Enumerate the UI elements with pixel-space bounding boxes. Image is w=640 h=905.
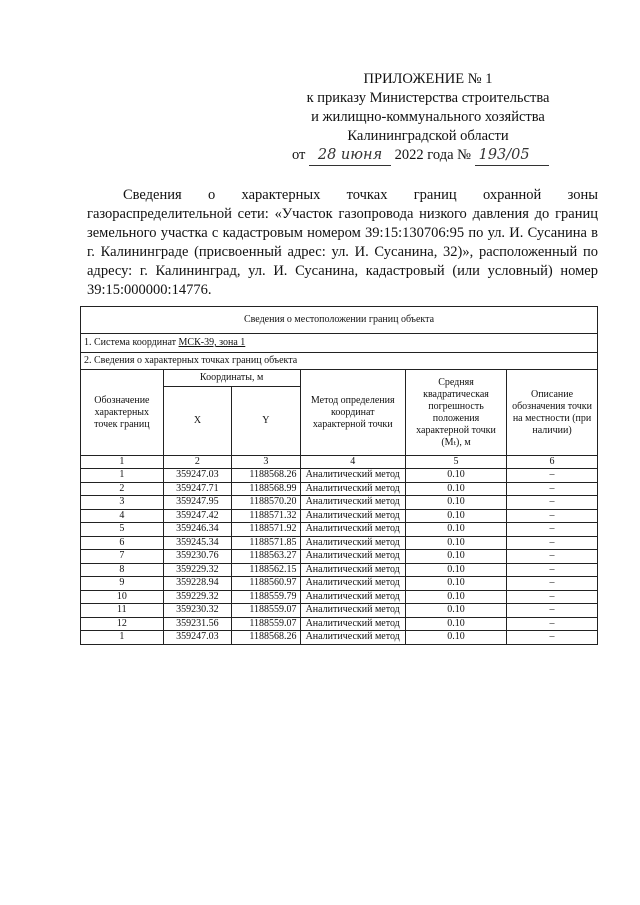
description-cell: – [507, 604, 598, 618]
table-row [81, 509, 598, 523]
x-coordinate: 359228.94 [163, 577, 231, 591]
method-cell: Аналитический метод [300, 631, 405, 645]
table-row [81, 523, 598, 537]
error-cell: 0.10 [405, 523, 506, 537]
x-coordinate: 359245.34 [163, 536, 231, 550]
table-row [81, 550, 598, 564]
table-row [81, 482, 598, 496]
x-coordinate: 359247.71 [163, 482, 231, 496]
description-cell: – [507, 577, 598, 591]
y-coordinate: 1188563.27 [232, 550, 300, 564]
handwritten-date: 28 июня [309, 146, 391, 166]
table-row [81, 617, 598, 631]
y-coordinate: 1188559.07 [232, 604, 300, 618]
header-x: X [163, 387, 231, 456]
point-label: 2 [81, 482, 164, 496]
error-cell: 0.10 [405, 617, 506, 631]
point-label: 11 [81, 604, 164, 618]
column-number: 3 [232, 456, 300, 469]
point-label: 1 [81, 631, 164, 645]
description-cell: – [507, 536, 598, 550]
column-number: 2 [163, 456, 231, 469]
y-coordinate: 1188559.07 [232, 617, 300, 631]
y-coordinate: 1188571.92 [232, 523, 300, 537]
table-row [81, 590, 598, 604]
coordinate-system-row [81, 334, 598, 353]
point-label: 8 [81, 563, 164, 577]
y-coordinate: 1188568.26 [232, 469, 300, 483]
x-coordinate: 359247.03 [163, 631, 231, 645]
table-row [81, 536, 598, 550]
error-cell: 0.10 [405, 563, 506, 577]
point-label: 3 [81, 496, 164, 510]
y-coordinate: 1188568.99 [232, 482, 300, 496]
order-line-3: Калининградской области [347, 128, 509, 144]
description-cell: – [507, 496, 598, 510]
column-number-row [81, 456, 598, 469]
description-cell: – [507, 469, 598, 483]
method-cell: Аналитический метод [300, 482, 405, 496]
table-title: Сведения о местоположении границ объекта [81, 307, 598, 334]
x-coordinate: 359246.34 [163, 523, 231, 537]
y-coordinate: 1188570.20 [232, 496, 300, 510]
order-date-line [288, 146, 568, 166]
header-coordinates: Координаты, м [163, 370, 300, 387]
y-coordinate: 1188571.32 [232, 509, 300, 523]
y-coordinate: 1188562.15 [232, 563, 300, 577]
description-cell: – [507, 550, 598, 564]
point-label: 12 [81, 617, 164, 631]
error-cell: 0.10 [405, 469, 506, 483]
table-row [81, 469, 598, 483]
table-row [81, 604, 598, 618]
section-2-heading: 2. Сведения о характерных точках границ объекта [81, 353, 598, 370]
error-cell: 0.10 [405, 482, 506, 496]
x-coordinate: 359229.32 [163, 563, 231, 577]
coordinate-system-label: 1. Система координат [84, 337, 179, 348]
coordinate-system-value: МСК-39, зона 1 [178, 337, 246, 348]
error-cell: 0.10 [405, 590, 506, 604]
appendix-header [288, 70, 568, 166]
intro-paragraph: Сведения о характерных точках границ охранной зоны газораспределительной сети: «Участок газопровода низкого давления до границ земельного участка с кадастровым номером 39:15:130706:95 по ул. И. Сусанина в г. Калининграде (присвоенный адрес: ул. И. Сусанина, 32)», расположенный по адресу: г. Калининград, ул. И. Сусанина, кадастровый (или условный) номер 39:15:000000:14776. [87, 187, 598, 298]
method-cell: Аналитический метод [300, 469, 405, 483]
header-method: Метод определения координат характерной точки [300, 370, 405, 456]
table-row [81, 577, 598, 591]
point-label: 5 [81, 523, 164, 537]
description-cell: – [507, 631, 598, 645]
table-row [81, 563, 598, 577]
x-coordinate: 359230.76 [163, 550, 231, 564]
method-cell: Аналитический метод [300, 563, 405, 577]
appendix-title: ПРИЛОЖЕНИЕ № 1 [363, 71, 493, 87]
method-cell: Аналитический метод [300, 536, 405, 550]
description-cell: – [507, 509, 598, 523]
description-cell: – [507, 523, 598, 537]
order-line-2: и жилищно-коммунального хозяйства [311, 109, 545, 125]
x-coordinate: 359247.03 [163, 469, 231, 483]
method-cell: Аналитический метод [300, 617, 405, 631]
method-cell: Аналитический метод [300, 523, 405, 537]
point-label: 6 [81, 536, 164, 550]
method-cell: Аналитический метод [300, 604, 405, 618]
header-y: Y [232, 387, 300, 456]
header-point: Обозначение характерных точек границ [81, 370, 164, 456]
error-cell: 0.10 [405, 496, 506, 510]
point-label: 4 [81, 509, 164, 523]
y-coordinate: 1188571.85 [232, 536, 300, 550]
method-cell: Аналитический метод [300, 509, 405, 523]
description-cell: – [507, 482, 598, 496]
error-cell: 0.10 [405, 577, 506, 591]
x-coordinate: 359231.56 [163, 617, 231, 631]
x-coordinate: 359247.42 [163, 509, 231, 523]
header-description: Описание обозначения точки на местности (при наличии) [507, 370, 598, 456]
point-label: 1 [81, 469, 164, 483]
column-number: 6 [507, 456, 598, 469]
error-cell: 0.10 [405, 550, 506, 564]
point-label: 9 [81, 577, 164, 591]
method-cell: Аналитический метод [300, 550, 405, 564]
error-cell: 0.10 [405, 509, 506, 523]
order-line-1: к приказу Министерства строительства [306, 90, 550, 106]
method-cell: Аналитический метод [300, 590, 405, 604]
error-cell: 0.10 [405, 604, 506, 618]
description-cell: – [507, 563, 598, 577]
description-cell: – [507, 617, 598, 631]
description-cell: – [507, 590, 598, 604]
boundary-points-table [80, 306, 598, 645]
date-year-label: 2022 года № [394, 147, 471, 163]
date-prefix: от [292, 147, 306, 163]
header-error: Средняя квадратическая погрешность положения характерной точки (Mₜ), м [405, 370, 506, 456]
column-number: 4 [300, 456, 405, 469]
point-label: 10 [81, 590, 164, 604]
y-coordinate: 1188568.26 [232, 631, 300, 645]
handwritten-order-number: 193/05 [475, 146, 549, 166]
x-coordinate: 359230.32 [163, 604, 231, 618]
column-number: 5 [405, 456, 506, 469]
y-coordinate: 1188559.79 [232, 590, 300, 604]
error-cell: 0.10 [405, 631, 506, 645]
x-coordinate: 359247.95 [163, 496, 231, 510]
method-cell: Аналитический метод [300, 577, 405, 591]
method-cell: Аналитический метод [300, 496, 405, 510]
point-label: 7 [81, 550, 164, 564]
column-number: 1 [81, 456, 164, 469]
table-row [81, 496, 598, 510]
y-coordinate: 1188560.97 [232, 577, 300, 591]
table-row [81, 631, 598, 645]
x-coordinate: 359229.32 [163, 590, 231, 604]
error-cell: 0.10 [405, 536, 506, 550]
